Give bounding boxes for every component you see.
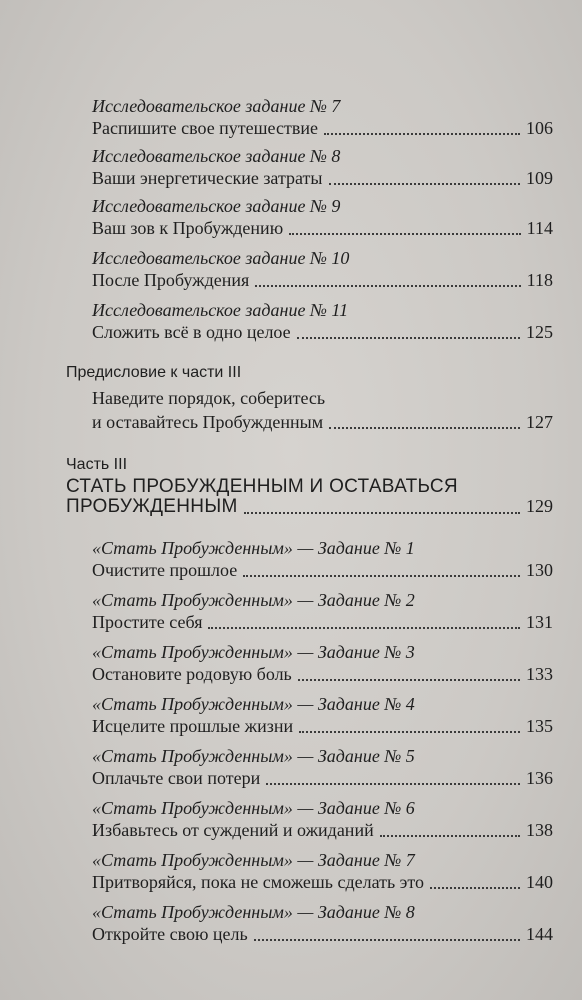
dot-leader (380, 835, 520, 837)
page-number: 106 (526, 118, 553, 138)
entry-title: После Пробуждения (92, 270, 250, 290)
toc-entry (92, 902, 415, 923)
task-label: Исследовательское задание № 8 (92, 146, 341, 166)
page-number: 131 (526, 612, 553, 632)
page-number: 125 (526, 322, 553, 342)
dot-leader (208, 627, 520, 629)
page-number: 129 (526, 496, 553, 516)
page-number: 130 (526, 560, 553, 580)
toc-line (92, 924, 553, 945)
dot-leader (329, 427, 520, 429)
toc-line (92, 872, 553, 893)
dot-leader (297, 337, 520, 339)
entry-title: Сложить всё в одно целое (92, 322, 291, 342)
task-label: Исследовательское задание № 7 (92, 96, 341, 116)
toc-line (92, 664, 553, 685)
part-heading: Часть III (66, 456, 128, 473)
dot-leader (254, 939, 520, 941)
page-number: 114 (526, 218, 553, 238)
part-title-line2: ПРОБУЖДЕННЫМ (66, 496, 238, 517)
entry-title: Притворяйся, пока не сможешь сделать это (92, 872, 425, 892)
dot-leader (255, 285, 520, 287)
dot-leader (289, 233, 521, 235)
toc-line (92, 412, 553, 433)
toc-entry (92, 746, 415, 767)
page-number: 140 (526, 872, 553, 892)
entry-title: Простите себя (92, 612, 203, 632)
toc-entry (92, 248, 349, 269)
entry-title: Распишите свое путешествие (92, 118, 318, 138)
task-label: «Стать Пробужденным» — Задание № 2 (92, 590, 415, 610)
dot-leader (329, 183, 520, 185)
toc-entry (92, 300, 348, 321)
dot-leader (244, 512, 520, 514)
preface-heading: Предисловие к части III (66, 364, 242, 381)
toc-entry (92, 850, 415, 871)
page-number: 136 (526, 768, 553, 788)
dot-leader (324, 133, 520, 135)
part-title-line1: СТАТЬ ПРОБУЖДЕННЫМ И ОСТАВАТЬСЯ (66, 476, 458, 497)
toc-entry (92, 538, 415, 559)
toc-line (92, 270, 553, 291)
page-number: 127 (526, 412, 553, 432)
toc-entry (92, 146, 340, 167)
task-label: «Стать Пробужденным» — Задание № 3 (92, 642, 415, 662)
dot-leader (298, 679, 520, 681)
task-label: «Стать Пробужденным» — Задание № 1 (92, 538, 415, 558)
dot-leader (266, 783, 520, 785)
entry-title: Очистите прошлое (92, 560, 238, 580)
entry-title: Исцелите прошлые жизни (92, 716, 294, 736)
task-label: Исследовательское задание № 11 (92, 300, 349, 320)
entry-title: Ваш зов к Пробуждению (92, 218, 284, 238)
entry-title: Откройте свою цель (92, 924, 248, 944)
task-label: «Стать Пробужденным» — Задание № 4 (92, 694, 415, 714)
task-label: «Стать Пробужденным» — Задание № 5 (92, 746, 415, 766)
toc-line (92, 322, 553, 343)
toc-entry (92, 96, 340, 117)
toc-line (92, 612, 553, 633)
entry-title: Оплачьте свои потери (92, 768, 261, 788)
preface-title-line1: Наведите порядок, соберитесь (92, 388, 326, 408)
dot-leader (299, 731, 520, 733)
dot-leader (430, 887, 520, 889)
page-number: 144 (526, 924, 553, 944)
dot-leader (243, 575, 520, 577)
entry-title: Ваши энергетические затраты (92, 168, 323, 188)
page-number: 118 (526, 270, 553, 290)
preface-title-line2: и оставайтесь Пробужденным (92, 412, 324, 432)
task-label: «Стать Пробужденным» — Задание № 8 (92, 902, 415, 922)
toc-entry (92, 590, 415, 611)
page-number: 133 (526, 664, 553, 684)
toc-line (92, 768, 553, 789)
toc-entry (92, 694, 415, 715)
toc-line (66, 496, 553, 518)
toc-entry (92, 196, 340, 217)
page-number: 138 (526, 820, 553, 840)
entry-title: Избавьтесь от суждений и ожиданий (92, 820, 374, 840)
page-number: 109 (526, 168, 553, 188)
toc-line (92, 218, 553, 239)
toc-entry (92, 642, 415, 663)
toc-line (92, 168, 553, 189)
toc-entry (92, 798, 415, 819)
task-label: «Стать Пробужденным» — Задание № 7 (92, 850, 415, 870)
page-number: 135 (526, 716, 553, 736)
toc-line (92, 118, 553, 139)
toc-line (92, 716, 553, 737)
task-label: Исследовательское задание № 9 (92, 196, 341, 216)
entry-title: Остановите родовую боль (92, 664, 292, 684)
toc-line (92, 560, 553, 581)
task-label: Исследовательское задание № 10 (92, 248, 350, 268)
task-label: «Стать Пробужденным» — Задание № 6 (92, 798, 415, 818)
toc-line (92, 820, 553, 841)
